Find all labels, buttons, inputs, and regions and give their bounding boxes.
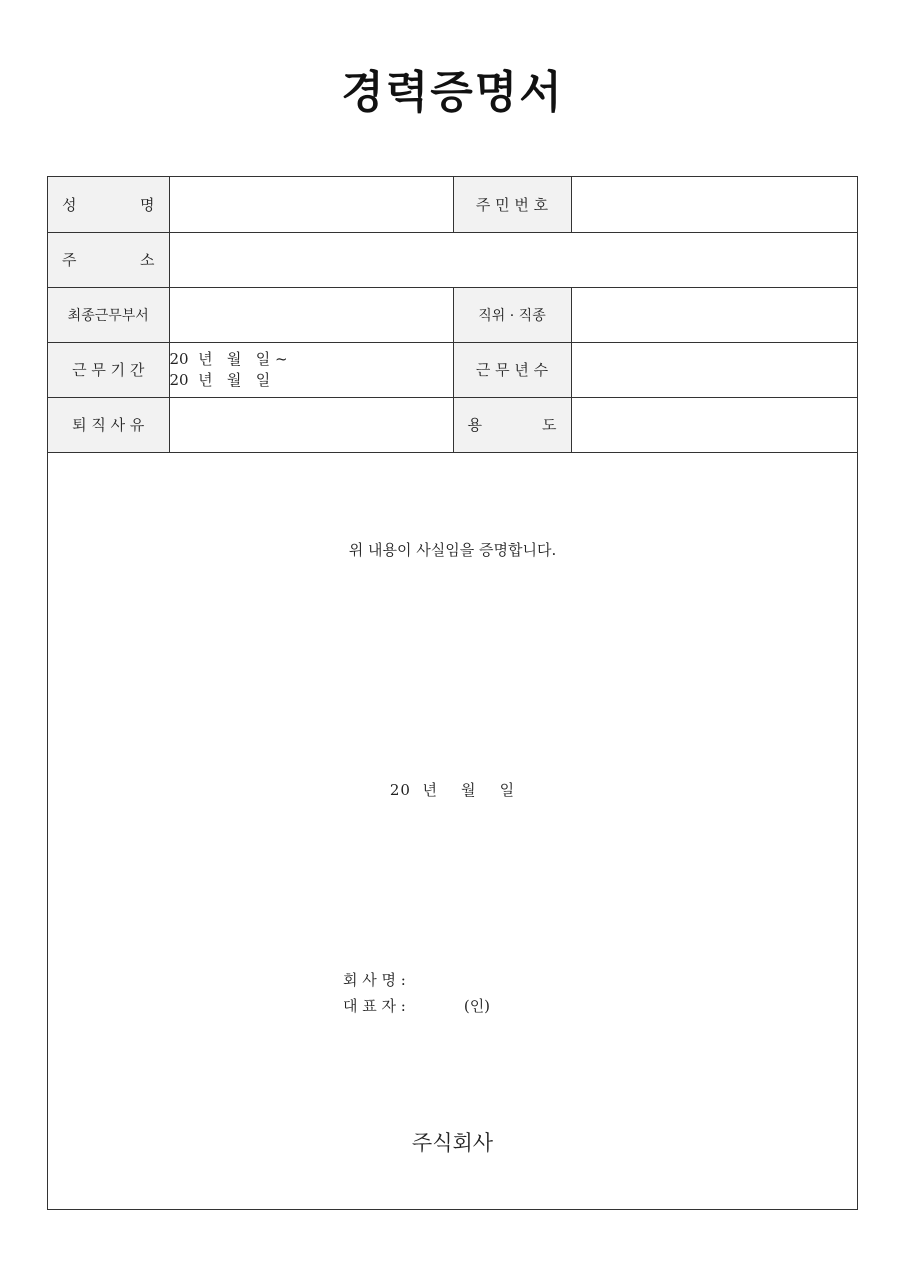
reason-label: 퇴 직 사 유 [48,397,169,452]
address-field[interactable] [169,232,857,287]
period-field[interactable] [169,342,453,397]
resident-no-label: 주 민 번 호 [453,177,571,232]
row-address [48,232,857,287]
years-label: 근 무 년 수 [453,342,571,397]
row-period [48,342,857,397]
label-char: 명 [140,195,155,214]
info-table [48,177,857,453]
row-reason [48,397,857,452]
last-dept-field[interactable] [169,287,453,342]
issue-date: 20 년 월 일 [389,781,516,799]
name-label [48,177,169,232]
row-dept [48,287,857,342]
period-end: 20 년 월 일 [169,370,271,389]
company-name-line [343,967,490,993]
corporation-name: 주식회사 [411,1131,494,1155]
purpose-field[interactable] [571,397,857,452]
reason-field[interactable] [169,397,453,452]
resident-no-field[interactable] [571,177,857,232]
label-char: 성 [62,195,77,214]
seal-mark: (인) [463,997,491,1015]
last-dept-label: 최종근무부서 [48,287,169,342]
address-label [48,232,169,287]
label-char: 소 [140,251,155,269]
label-char: 도 [542,416,557,434]
period-start: 20 년 월 일 ~ [169,349,288,368]
document-title: 경력증명서 [341,67,564,118]
years-field[interactable] [571,342,857,397]
representative-label: 대 표 자 : [343,997,406,1015]
purpose-label [453,397,571,452]
row-name [48,177,857,232]
position-label: 직위 · 직종 [453,287,571,342]
certificate-form [47,176,858,1210]
company-name-label: 회 사 명 : [343,971,406,989]
position-field[interactable] [571,287,857,342]
signature-block [343,967,490,1019]
certification-statement: 위 내용이 사실임을 증명합니다. [348,541,557,559]
period-label: 근 무 기 간 [48,342,169,397]
name-field[interactable] [169,177,453,232]
representative-line [343,993,490,1019]
label-char: 주 [62,251,77,269]
label-char: 용 [467,416,482,434]
